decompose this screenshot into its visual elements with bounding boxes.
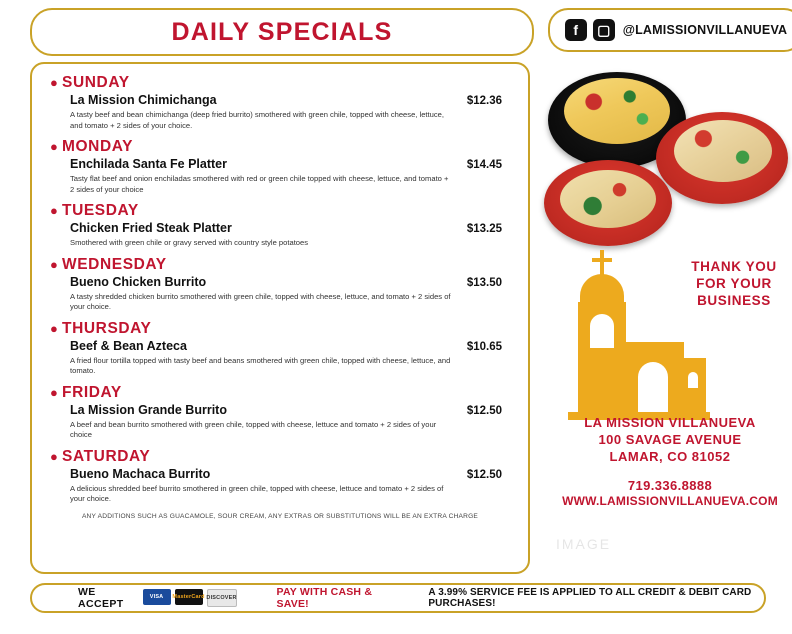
thank-you-line-3: BUSINESS xyxy=(697,293,771,308)
instagram-icon[interactable]: ▢ xyxy=(593,19,615,41)
item-description: A delicious shredded beef burrito smothered in green chile, topped with cheese, lettuce and tomato + 2 sides of your choice. xyxy=(70,483,444,503)
bullet-icon: ● xyxy=(50,320,58,336)
red-plate-left-food xyxy=(560,170,656,228)
social-handle[interactable]: @LAMISSIONVILLANUEVA xyxy=(622,23,788,37)
day-label: WEDNESDAY xyxy=(62,255,167,273)
day-label: SATURDAY xyxy=(62,447,151,465)
item-description: A beef and bean burrito smothered with green chile, topped with cheese, lettuce and tomato + 2 sides of your choice xyxy=(70,419,437,439)
day-label: THURSDAY xyxy=(62,319,152,337)
facebook-icon[interactable]: f xyxy=(565,19,587,41)
tower-arch-shape xyxy=(590,314,614,348)
red-plate-right-food xyxy=(674,120,772,182)
thank-you-line-1: THANK YOU xyxy=(691,259,777,274)
item-description: Smothered with green chile or gravy served with country style potatoes xyxy=(70,238,309,247)
header-band xyxy=(0,0,792,62)
item-name: Bueno Machaca Burrito xyxy=(70,466,211,481)
mastercard-icon: MasterCard xyxy=(175,589,203,605)
item-description: A tasty beef and bean chimichanga (deep fried burrito) smothered with green chile, topped with cheese, lettuce, and tomato + 2 sides of your choice. xyxy=(70,110,445,130)
item-name: Bueno Chicken Burrito xyxy=(70,274,207,289)
item-name: La Mission Chimichanga xyxy=(70,93,217,107)
item-description: Tasty flat beef and onion enchiladas smothered with red or green chile topped with cheese, lettuce, and tomato + 2 sides of your choice xyxy=(70,174,449,194)
item-description: A tasty shredded chicken burrito smothered with green chile, topped with cheese, lettuce, and tomato + 2 sides of your choice. xyxy=(70,291,451,311)
pay-with-cash-note: PAY WITH CASH & SAVE! xyxy=(276,586,373,610)
item-price: $12.36 xyxy=(466,95,502,107)
menu-day-thursday xyxy=(46,320,514,377)
menu-day-sunday xyxy=(46,74,514,131)
menu-day-monday xyxy=(46,138,514,195)
bullet-icon: ● xyxy=(50,139,58,154)
address-line-2: LAMAR, CO 81052 xyxy=(609,449,731,464)
menu-day-saturday xyxy=(46,448,514,505)
menu-panel xyxy=(30,62,530,574)
watermark: IMAGE xyxy=(556,536,612,552)
building-arch-shape xyxy=(638,362,668,414)
service-fee-note: A 3.99% SERVICE FEE IS APPLIED TO ALL CREDIT & DEBIT CARD PURCHASES! xyxy=(428,587,752,609)
we-accept-label: WE ACCEPT xyxy=(78,586,124,610)
social-bar xyxy=(548,8,792,52)
item-row xyxy=(62,466,514,482)
day-label: TUESDAY xyxy=(62,202,139,219)
item-price: $12.50 xyxy=(466,404,502,417)
address-block xyxy=(544,414,792,509)
item-price: $10.65 xyxy=(466,340,502,353)
day-label: FRIDAY xyxy=(62,383,122,401)
menu-day-friday xyxy=(46,384,514,441)
thank-you-line-2: FOR YOUR xyxy=(696,276,772,291)
food-photo xyxy=(544,64,792,260)
item-row xyxy=(62,220,514,236)
menu-day-tuesday xyxy=(46,202,514,249)
bullet-icon: ● xyxy=(50,384,58,400)
cross-bar-icon xyxy=(592,258,612,262)
item-price: $14.45 xyxy=(466,159,502,171)
item-price: $13.25 xyxy=(466,223,502,235)
page-title: DAILY SPECIALS xyxy=(171,17,393,46)
right-column xyxy=(544,62,792,574)
black-plate-food xyxy=(564,78,670,144)
website-url[interactable]: WWW.LAMISSIONVILLANUEVA.COM xyxy=(562,494,778,508)
day-label: SUNDAY xyxy=(62,74,130,91)
item-row xyxy=(62,402,514,418)
footer-bar xyxy=(30,583,766,613)
item-row xyxy=(62,338,514,354)
bullet-icon: ● xyxy=(50,448,58,464)
item-description: A fried flour tortilla topped with tasty beef and beans smothered with green chile, topped with cheese, lettuce, and tomato. xyxy=(70,355,451,375)
item-price: $12.50 xyxy=(466,468,502,481)
discover-icon: DISCOVER xyxy=(207,589,237,607)
menu-day-wednesday xyxy=(46,256,514,313)
cross-icon xyxy=(600,250,604,276)
bullet-icon: ● xyxy=(50,203,58,218)
item-name: Beef & Bean Azteca xyxy=(70,338,187,353)
bullet-icon: ● xyxy=(50,256,58,272)
item-name: La Mission Grande Burrito xyxy=(70,402,227,417)
page-title-box xyxy=(30,8,534,56)
address-line-1: 100 SAVAGE AVENUE xyxy=(598,432,742,447)
item-name: Chicken Fried Steak Platter xyxy=(70,221,232,235)
visa-icon: VISA xyxy=(143,589,171,605)
item-name: Enchilada Santa Fe Platter xyxy=(70,157,227,171)
item-row xyxy=(62,92,514,108)
accepted-cards xyxy=(143,589,237,607)
wing-window-shape xyxy=(688,372,698,388)
dome-shape xyxy=(580,274,624,304)
bullet-icon: ● xyxy=(50,75,58,90)
item-row xyxy=(62,156,514,172)
phone-number[interactable]: 719.336.8888 xyxy=(627,478,713,493)
business-name: LA MISSION VILLANUEVA xyxy=(584,415,756,430)
main-content xyxy=(0,62,792,574)
day-label: MONDAY xyxy=(62,138,134,155)
menu-fine-print: ANY ADDITIONS SUCH AS GUACAMOLE, SOUR CREAM, ANY EXTRAS OR SUBSTITUTIONS WILL BE AN EXTRA CHARGE xyxy=(81,512,479,520)
item-price: $13.50 xyxy=(466,276,502,289)
item-row xyxy=(62,274,514,290)
